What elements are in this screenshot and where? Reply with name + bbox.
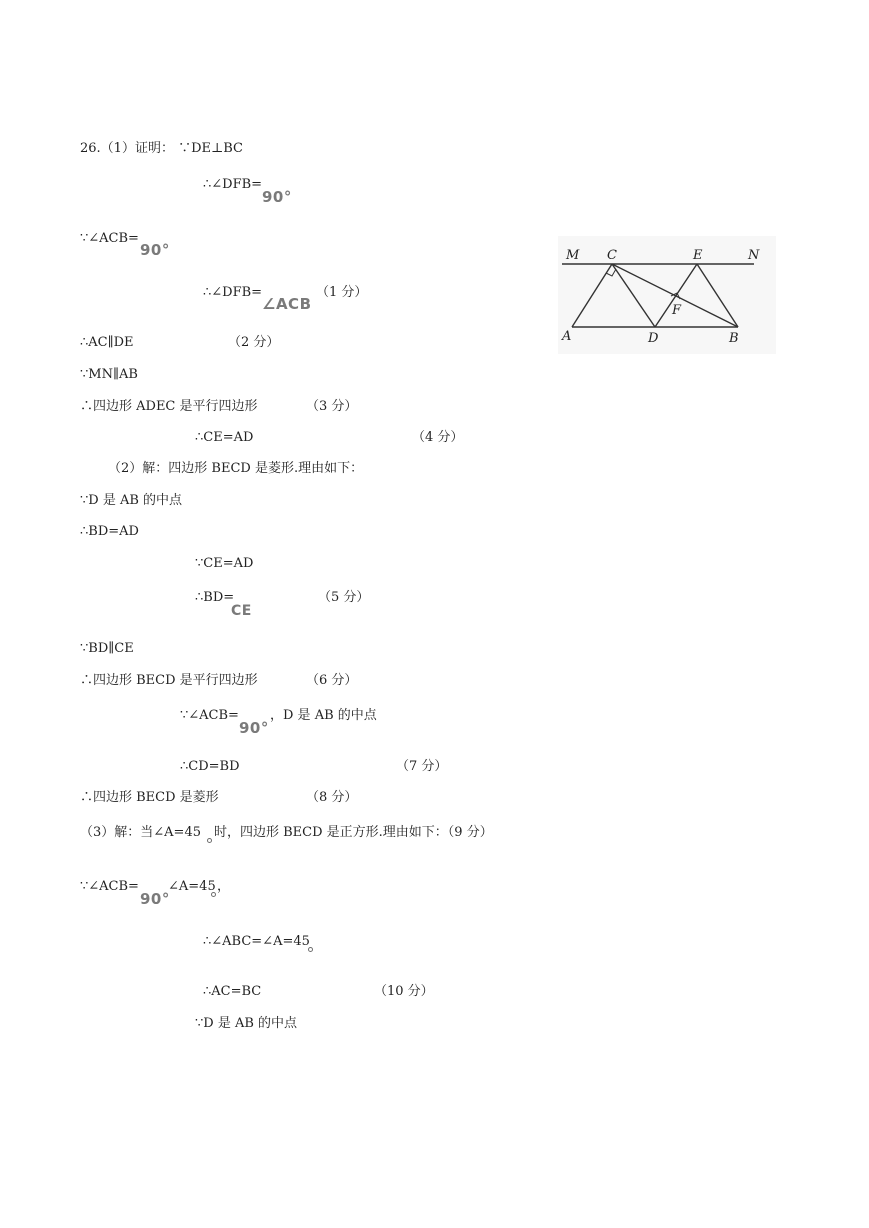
part2-heading: （2）解：四边形 BECD 是菱形.理由如下： bbox=[108, 461, 364, 476]
proof-line-1: 26.（1）证明： ∵DE⊥BC bbox=[80, 141, 243, 156]
segment-eb bbox=[697, 264, 738, 327]
proof-line-20: ∵∠ACB= bbox=[80, 879, 139, 894]
score-10: （10 分） bbox=[374, 984, 434, 999]
proof-line-14: ∵BD∥CE bbox=[80, 641, 134, 656]
degree-90-image: 90° bbox=[262, 188, 292, 206]
proof-line-23: ∵D 是 AB 的中点 bbox=[195, 1016, 298, 1031]
label-c: C bbox=[607, 248, 617, 263]
proof-line-18: ∴四边形 BECD 是菱形 bbox=[80, 790, 219, 805]
proof-line-17: ∴CD=BD bbox=[180, 759, 240, 774]
angle-acb-image: ∠ACB bbox=[262, 295, 312, 313]
proof-line-21: ∴∠ABC=∠A=45 bbox=[203, 934, 310, 949]
geometry-diagram bbox=[558, 236, 776, 354]
ce-image: CE bbox=[231, 603, 252, 619]
score-3: （3 分） bbox=[306, 399, 358, 414]
score-1: （1 分） bbox=[316, 285, 368, 300]
proof-line-16: ∵∠ACB= bbox=[180, 708, 239, 723]
degree-90-image: 90° bbox=[140, 241, 170, 259]
score-4: （4 分） bbox=[412, 430, 464, 445]
proof-line-6: ∵MN∥AB bbox=[80, 367, 138, 382]
degree-90-image: 90° bbox=[239, 719, 269, 737]
proof-line-3: ∵∠ACB= bbox=[80, 231, 139, 246]
label-m: M bbox=[566, 248, 580, 263]
proof-line-12: ∵CE=AD bbox=[195, 556, 254, 571]
proof-line-4: ∴∠DFB= bbox=[203, 285, 263, 300]
proof-line-22: ∴AC=BC bbox=[203, 984, 262, 999]
proof-line-13: ∴BD= bbox=[195, 590, 235, 605]
score-7: （7 分） bbox=[396, 759, 448, 774]
proof-line-8: ∴CE=AD bbox=[195, 430, 254, 445]
part3-heading-cont: 时，四边形 BECD 是正方形.理由如下：（9 分） bbox=[214, 825, 493, 840]
proof-line-16-cont: ，D 是 AB 的中点 bbox=[270, 708, 377, 723]
proof-line-10: ∵D 是 AB 的中点 bbox=[80, 493, 183, 508]
geometry-figure bbox=[558, 236, 776, 354]
proof-line-11: ∴BD=AD bbox=[80, 524, 139, 539]
label-b: B bbox=[729, 331, 739, 346]
part3-heading: （3）解：当∠A=45 bbox=[80, 825, 201, 840]
label-n: N bbox=[748, 248, 760, 263]
proof-line-15: ∴四边形 BECD 是平行四边形 bbox=[80, 673, 258, 688]
label-d: D bbox=[648, 331, 659, 346]
proof-line-2: ∴∠DFB= bbox=[203, 177, 263, 192]
degree-symbol-icon bbox=[207, 838, 212, 843]
segment-cd bbox=[612, 264, 655, 327]
degree-symbol-icon bbox=[211, 892, 216, 897]
proof-line-20-comma: ， bbox=[217, 879, 231, 894]
proof-line-7: ∴四边形 ADEC 是平行四边形 bbox=[80, 399, 258, 414]
proof-line-20-angle: ∠A=45 bbox=[168, 879, 216, 894]
proof-line-5: ∴AC∥DE bbox=[80, 335, 134, 350]
score-5: （5 分） bbox=[318, 590, 370, 605]
degree-90-image: 90° bbox=[140, 890, 170, 908]
label-f: F bbox=[672, 303, 682, 318]
label-e: E bbox=[693, 248, 703, 263]
score-2: （2 分） bbox=[228, 335, 280, 350]
score-8: （8 分） bbox=[306, 790, 358, 805]
score-6: （6 分） bbox=[306, 673, 358, 688]
degree-symbol-icon bbox=[308, 947, 313, 952]
label-a: A bbox=[562, 329, 572, 344]
